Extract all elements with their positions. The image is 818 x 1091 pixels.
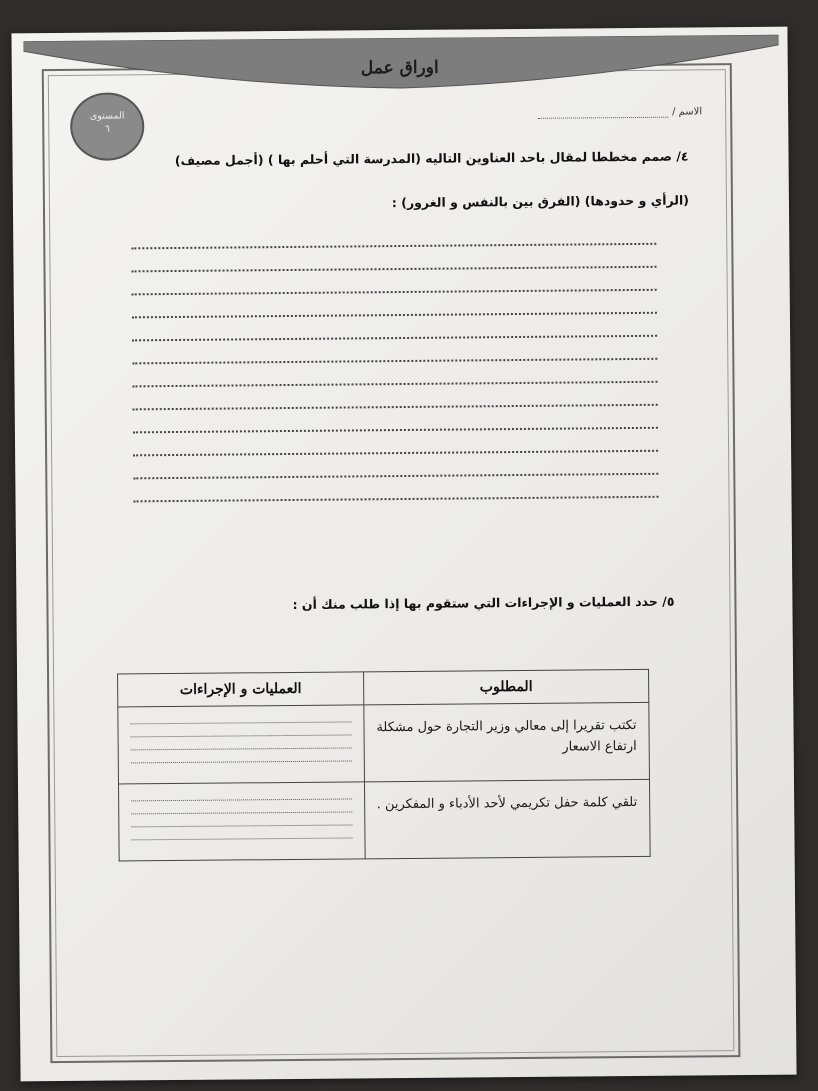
name-label: الاسم / [672,106,703,118]
answer-dotted-line [131,837,352,840]
required-cell: تكتب تقريرا إلى معالي وزير التجارة حول مشكلة ارتفاع الاسعار [364,702,650,781]
answer-dotted-line [131,824,352,827]
worksheet-paper [11,27,796,1082]
name-field [538,106,702,118]
page-border [42,63,741,1063]
answer-dotted-line [130,721,351,724]
worksheet-title: اوراق عمل [360,57,439,79]
answer-dotted-line [131,811,352,814]
level-badge [70,92,145,161]
header-required: المطلوب [364,669,649,704]
table-header-row [118,669,649,707]
answer-dotted-line [131,747,352,750]
question-4-line-2: (الرأي و حدودها) (الفرق بين بالنفس و الغرور) : [391,192,689,211]
answer-dotted-line [131,760,352,763]
level-number: ٦ [104,123,110,135]
required-cell: تلقي كلمة حفل تكريمي لأحد الأدباء و المفكرين . [364,779,650,858]
level-label: المستوى [89,110,125,122]
question-4-line-1: ٤/ صمم مخططا لمقال باحد العناوين التاليه (المدرسة التي أحلم بها ) (أجمل مصيف) [174,148,689,168]
header-procedures: العمليات و الإجراءات [118,672,364,707]
answer-dotted-line [131,798,352,801]
procedures-answer-cell [118,705,365,784]
table-row [118,702,650,784]
answer-lines [11,27,787,34]
table-row [118,779,650,861]
procedures-answer-cell [118,782,365,861]
procedures-table [117,669,651,862]
question-5-prompt: ٥/ حدد العمليات و الإجراءات التي ستقوم بها إذا طلب منك أن : [292,593,675,612]
answer-dotted-line [131,734,352,737]
